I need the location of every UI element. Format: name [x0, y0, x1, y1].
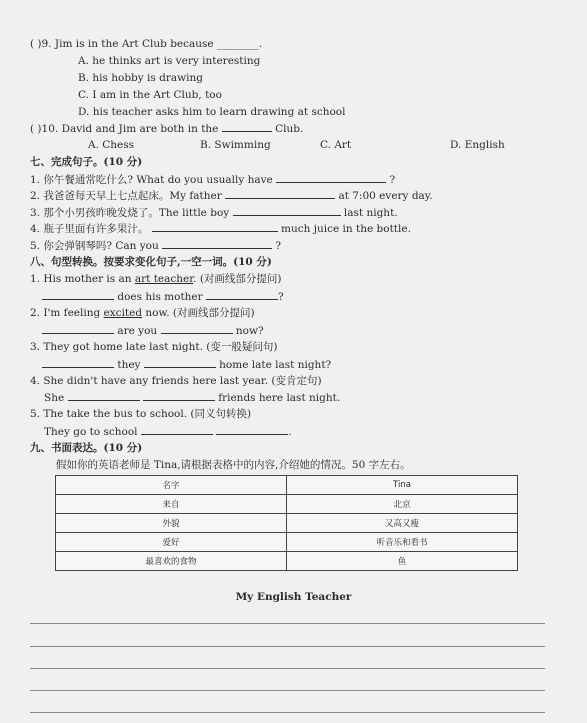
- table-row: [56, 552, 518, 571]
- table-row: [56, 533, 518, 552]
- table-value: 鱼: [287, 552, 518, 571]
- writing-line[interactable]: [30, 623, 545, 624]
- sec8-answer-1: does his mother ?: [42, 289, 587, 304]
- sec7-sentence-4: 4. 瓶子里面有许多果汁。 much juice in the bottle.: [30, 223, 411, 235]
- sec8-s1-underlined: art teacher: [134, 273, 194, 285]
- q9-option-d: D. his teacher asks him to learn drawing at school: [78, 106, 346, 118]
- sec8-a1-blank-1[interactable]: [42, 289, 114, 300]
- q9-option-c: C. I am in the Art Club, too: [78, 89, 222, 101]
- table-row: [56, 514, 518, 533]
- section-7-header: 七、完成句子。(10 分): [30, 156, 143, 168]
- table-key: 外貌: [56, 514, 287, 533]
- table-row: [56, 495, 518, 514]
- writing-line[interactable]: [30, 646, 545, 647]
- sec7-sentence-3: 3. 那个小男孩昨晚发烧了。The little boy last night.: [30, 207, 398, 219]
- sec8-answer-4: She friends here last night.: [44, 392, 341, 404]
- essay-title: My English Teacher: [235, 591, 352, 603]
- section-9-header: 九、书面表达。(10 分): [30, 442, 143, 454]
- sec8-sentence-5: 5. The take the bus to school. (同义句转换): [30, 408, 252, 420]
- table-key: 爱好: [56, 533, 287, 552]
- q10-option-c: C. Art: [320, 139, 352, 151]
- sec9-prompt: 假如你的英语老师是 Tina,请根据表格中的内容,介绍她的情况。50 字左右。: [56, 459, 411, 471]
- sec7-sentence-1: 1. 你午餐通常吃什么? What do you usually have ?: [30, 174, 396, 186]
- q9-option-b: B. his hobby is drawing: [78, 72, 203, 84]
- q9-stem: ( )9. Jim is in the Art Club because ________.: [30, 38, 263, 50]
- table-key: 最喜欢的食物: [56, 552, 287, 571]
- sec8-a4-blank-2[interactable]: [143, 390, 215, 401]
- sec8-a3-blank-1[interactable]: [42, 357, 114, 368]
- table-key: 来自: [56, 495, 287, 514]
- sec8-a3-blank-2[interactable]: [144, 357, 216, 368]
- table-value: 听音乐和看书: [287, 533, 518, 552]
- sec7-s3-blank[interactable]: [233, 205, 341, 216]
- sec8-a2-blank-1[interactable]: [42, 323, 114, 334]
- sec8-answer-5: They go to school .: [44, 426, 292, 438]
- sec8-s2-underlined: excited: [103, 307, 143, 319]
- q10-blank[interactable]: [222, 121, 272, 132]
- table-key: 名字: [56, 476, 287, 495]
- sec8-sentence-1: 1. His mother is an art teacher. (对画线部分提问): [30, 273, 282, 285]
- table-value: 又高又瘦: [287, 514, 518, 533]
- sec7-sentence-2: 2. 我爸爸每天早上七点起床。My father at 7:00 every day.: [30, 190, 433, 202]
- q10-option-b: B. Swimming: [200, 139, 271, 151]
- writing-line[interactable]: [30, 690, 545, 691]
- sec8-a4-blank-1[interactable]: [68, 390, 140, 401]
- sec7-s4-blank[interactable]: [152, 221, 278, 232]
- sec8-a2-blank-2[interactable]: [161, 323, 233, 334]
- q10-option-d: D. English: [450, 139, 505, 151]
- writing-line[interactable]: [30, 712, 545, 713]
- teacher-info-table: [55, 475, 518, 571]
- sec7-sentence-5: 5. 你会弹钢琴吗? Can you ?: [30, 240, 282, 252]
- sec8-answer-2: are you now?: [42, 323, 587, 338]
- q10-stem: ( )10. David and Jim are both in the Club.: [30, 123, 304, 135]
- sec7-s5-blank[interactable]: [162, 238, 272, 249]
- sec8-sentence-2: 2. I'm feeling excited now. (对画线部分提问): [30, 307, 255, 319]
- q9-option-a: A. he thinks art is very interesting: [78, 55, 261, 67]
- table-value: 北京: [287, 495, 518, 514]
- table-value: Tina: [287, 476, 518, 495]
- q10-option-a: A. Chess: [88, 139, 135, 151]
- sec7-s2-blank[interactable]: [225, 188, 335, 199]
- sec8-a5-blank-2[interactable]: [216, 424, 288, 435]
- section-8-header: 八、句型转换。按要求变化句子,一空一词。(10 分): [30, 256, 272, 268]
- sec8-a1-blank-2[interactable]: [206, 289, 278, 300]
- sec8-sentence-3: 3. They got home late last night. (变一般疑问句): [30, 341, 278, 353]
- sec8-answer-3: they home late last night?: [42, 357, 587, 372]
- sec8-a5-blank-1[interactable]: [141, 424, 213, 435]
- sec7-s1-blank[interactable]: [276, 172, 386, 183]
- sec8-sentence-4: 4. She didn't have any friends here last year. (变肯定句): [30, 375, 322, 387]
- writing-line[interactable]: [30, 668, 545, 669]
- table-row: [56, 476, 518, 495]
